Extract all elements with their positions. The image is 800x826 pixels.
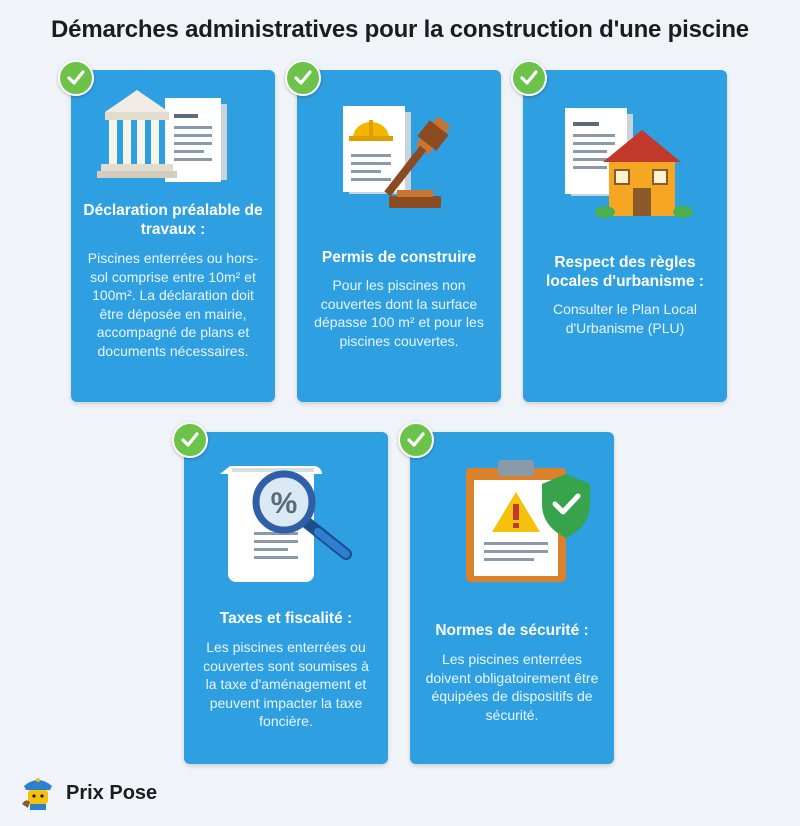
card-title: Permis de construire (321, 249, 477, 266)
page-title: Démarches administratives pour la construction d'une piscine (51, 16, 749, 43)
card-title: Normes de sécurité : (435, 622, 589, 639)
svg-text:%: % (270, 487, 298, 520)
card-description: Les piscines enterrées doivent obligatoirement être équipées de dispositifs de sécurité. (425, 651, 599, 723)
check-icon (398, 422, 434, 458)
card-description: Pour les piscines non couvertes dont la surface dépasse 100 m² et pour les piscines couvertes. (314, 277, 484, 349)
card-description: Consulter le Plan Local d'Urbanisme (PLU) (553, 301, 697, 336)
check-icon (172, 422, 208, 458)
tax-magnifier-icon (184, 458, 388, 588)
card-title: Taxes et fiscalité : (219, 610, 353, 627)
warning-clipboard-icon (410, 454, 614, 588)
card-title: Déclaration préalable de travaux : (83, 202, 263, 238)
card-urbanisme (523, 70, 727, 402)
brand-logo-icon (18, 772, 58, 812)
check-icon (285, 60, 321, 96)
house-document-icon (523, 100, 727, 230)
card-taxes (184, 432, 388, 764)
card-title: Respect des règles locales d'urbanisme : (546, 254, 704, 290)
gavel-document-icon (297, 94, 501, 224)
card-description: Piscines enterrées ou hors-sol comprise entre 10m² et 100m². La déclaration doit être déposée en mairie, accompagné de plans et documents nécessaires. (87, 250, 259, 359)
check-icon (511, 60, 547, 96)
card-permis (297, 70, 501, 402)
brand-name: Prix Pose (66, 782, 158, 804)
card-declaration (71, 70, 275, 402)
check-icon (58, 60, 94, 96)
card-securite (410, 432, 614, 764)
town-hall-document-icon (71, 84, 275, 194)
card-description: Les piscines enterrées ou couvertes sont soumises à la taxe d'aménagement et peuvent impacter la taxe foncière. (203, 639, 369, 729)
